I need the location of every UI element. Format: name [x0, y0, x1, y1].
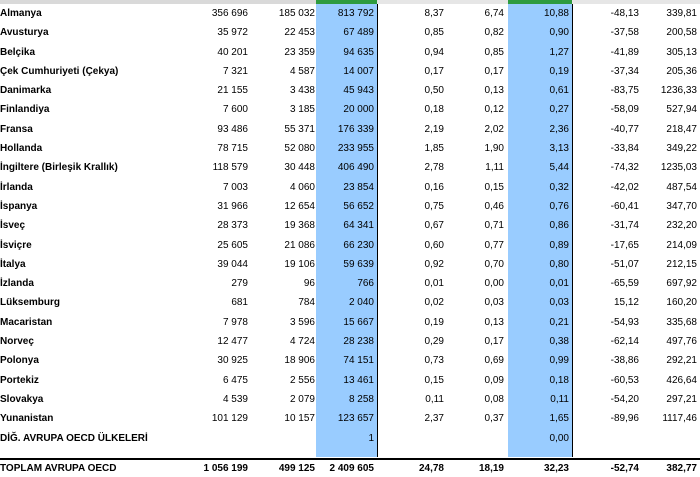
cell-value-8: 232,20 [666, 220, 697, 232]
cell-value-2: 3 185 [289, 104, 315, 116]
cell-value-1: 25 605 [217, 239, 248, 251]
cell-value-5: 1,11 [485, 162, 504, 174]
cell-value-1: 7 600 [222, 104, 248, 116]
cell-value-6: 0,90 [549, 27, 569, 39]
table-row [0, 62, 700, 81]
table-row [0, 43, 700, 62]
cell-value-8: 205,36 [666, 65, 697, 77]
table-row [0, 81, 700, 100]
cell-value-4: 0,18 [424, 104, 444, 116]
cell-value-4: 0,50 [424, 85, 444, 97]
cell-value-5: 0,77 [484, 239, 504, 251]
cell-value-7: -31,74 [610, 220, 639, 232]
country-name: Çek Cumhuriyeti (Çekya) [0, 65, 119, 77]
cell-value-3: 45 943 [343, 85, 374, 97]
cell-value-1: 93 486 [217, 123, 248, 135]
cell-value-6: 0,80 [549, 258, 569, 270]
cell-value-1: 7 321 [222, 65, 248, 77]
table-row [0, 429, 700, 448]
table-row [0, 216, 700, 235]
cell-value-6: 0,27 [549, 104, 569, 116]
cell-value-3: 56 652 [343, 200, 374, 212]
cell-value-4: 0,73 [424, 355, 444, 367]
cell-value-4: 0,02 [424, 297, 444, 309]
country-name: İsviçre [0, 239, 32, 251]
total-value-3: 2 409 605 [329, 463, 374, 474]
cell-value-8: 426,64 [666, 374, 697, 386]
cell-value-2: 185 032 [278, 8, 315, 19]
cell-value-8: 527,94 [666, 104, 697, 116]
cell-value-2: 4 587 [289, 65, 315, 77]
cell-value-3: 20 000 [343, 104, 374, 116]
cell-value-4: 0,60 [424, 239, 444, 251]
cell-value-1: 7 978 [222, 316, 248, 328]
cell-value-3: 28 238 [343, 336, 374, 348]
cell-value-8: 200,58 [666, 27, 697, 39]
cell-value-7: -48,13 [610, 8, 639, 19]
cell-value-6: 0,99 [549, 355, 569, 367]
country-name: Lüksemburg [0, 297, 61, 309]
cell-value-2: 55 371 [284, 123, 315, 135]
cell-value-4: 1,85 [424, 143, 444, 155]
cell-value-3: 66 230 [343, 239, 374, 251]
cell-value-6: 0,03 [549, 297, 569, 309]
cell-value-2: 784 [298, 297, 315, 309]
total-value-2: 499 125 [278, 463, 315, 474]
cell-value-7: -51,07 [610, 258, 639, 270]
cell-value-4: 0,11 [425, 393, 444, 405]
cell-value-4: 0,85 [424, 27, 444, 39]
cell-value-2: 4 724 [289, 336, 315, 348]
cell-value-4: 0,75 [424, 200, 444, 212]
cell-value-7: -42,02 [610, 181, 639, 193]
cell-value-6: 0,01 [549, 278, 569, 290]
cell-value-6: 0,00 [549, 432, 569, 444]
cell-value-5: 0,13 [484, 85, 504, 97]
cell-value-6: 5,44 [549, 162, 569, 174]
cell-value-6: 10,88 [543, 8, 569, 19]
cell-value-4: 0,94 [424, 46, 444, 58]
cell-value-3: 14 007 [343, 65, 374, 77]
cell-value-2: 96 [303, 278, 315, 290]
cell-value-8: 497,76 [666, 336, 697, 348]
cell-value-1: 31 966 [217, 200, 248, 212]
cell-value-8: 292,21 [666, 355, 697, 367]
cell-value-3: 64 341 [343, 220, 374, 232]
cell-value-6: 0,61 [549, 85, 569, 97]
cell-value-7: -65,59 [610, 278, 639, 290]
country-name: İngiltere (Birleşik Krallık) [0, 162, 118, 174]
cell-value-6: 0,76 [549, 200, 569, 212]
cell-value-8: 218,47 [666, 123, 697, 135]
cell-value-2: 23 359 [284, 46, 315, 58]
cell-value-5: 0,17 [484, 336, 504, 348]
cell-value-8: 160,20 [666, 297, 697, 309]
cell-value-8: 297,21 [666, 393, 697, 405]
cell-value-2: 18 906 [284, 355, 315, 367]
cell-value-6: 0,86 [549, 220, 569, 232]
cell-value-4: 2,78 [424, 162, 444, 174]
cell-value-1: 279 [231, 278, 248, 290]
cell-value-3: 2 040 [348, 297, 374, 309]
cell-value-3: 8 258 [348, 393, 374, 405]
cell-value-7: -17,65 [610, 239, 639, 251]
cell-value-2: 12 654 [284, 200, 315, 212]
cell-value-2: 21 086 [284, 239, 315, 251]
cell-value-2: 2 079 [289, 393, 315, 405]
cell-value-5: 0,70 [484, 258, 504, 270]
cell-value-6: 1,27 [549, 46, 569, 58]
cell-value-5: 0,82 [484, 27, 504, 39]
cell-value-8: 697,92 [666, 278, 697, 290]
cell-value-5: 0,13 [484, 316, 504, 328]
cell-value-8: 335,68 [666, 316, 697, 328]
cell-value-3: 59 639 [343, 258, 374, 270]
cell-value-2: 19 368 [284, 220, 315, 232]
country-name: Belçika [0, 46, 36, 58]
country-name: İrlanda [0, 181, 33, 193]
cell-value-3: 74 151 [343, 355, 374, 367]
cell-value-6: 3,13 [549, 143, 569, 155]
country-name: Danimarka [0, 85, 52, 97]
cell-value-5: 0,12 [484, 104, 504, 116]
cell-value-1: 30 925 [217, 355, 248, 367]
cell-value-7: -83,75 [610, 85, 639, 97]
cell-value-3: 15 667 [343, 316, 374, 328]
cell-value-6: 0,21 [549, 316, 569, 328]
country-name: Fransa [0, 123, 33, 135]
cell-value-2: 4 060 [289, 181, 315, 193]
table-row [0, 139, 700, 158]
cell-value-3: 406 490 [337, 162, 374, 174]
cell-value-3: 1 [368, 432, 374, 444]
cell-value-4: 2,19 [424, 123, 444, 135]
table-row [0, 293, 700, 312]
country-name: Yunanistan [0, 413, 54, 425]
total-value-6: 32,23 [543, 463, 569, 474]
cell-value-4: 0,19 [424, 316, 444, 328]
country-name: İsveç [0, 220, 26, 232]
country-name: Avusturya [0, 27, 49, 39]
cell-value-3: 13 461 [343, 374, 374, 386]
cell-value-2: 30 448 [284, 162, 315, 174]
cell-value-8: 214,09 [666, 239, 697, 251]
table-row [0, 120, 700, 139]
cell-value-5: 0,17 [484, 65, 504, 77]
cell-value-1: 101 129 [211, 413, 248, 425]
country-name: İtalya [0, 258, 26, 270]
total-row [0, 460, 700, 477]
total-value-8: 382,77 [666, 463, 697, 474]
cell-value-3: 94 635 [343, 46, 374, 58]
total-label: TOPLAM AVRUPA OECD [0, 463, 117, 474]
country-rows [0, 4, 700, 448]
cell-value-1: 118 579 [212, 162, 248, 174]
cell-value-7: -41,89 [610, 46, 639, 58]
cell-value-3: 233 955 [337, 143, 374, 155]
cell-value-6: 1,65 [549, 413, 569, 425]
cell-value-8: 212,15 [666, 258, 697, 270]
table-row [0, 255, 700, 274]
cell-value-7: -38,86 [610, 355, 639, 367]
table-row [0, 274, 700, 293]
cell-value-1: 12 477 [217, 336, 248, 348]
cell-value-4: 0,15 [424, 374, 444, 386]
cell-value-6: 0,11 [550, 393, 569, 405]
cell-value-7: -54,93 [610, 316, 639, 328]
cell-value-7: -58,09 [610, 104, 639, 116]
table-row [0, 100, 700, 119]
cell-value-7: -37,58 [610, 27, 639, 39]
cell-value-6: 0,38 [549, 336, 569, 348]
cell-value-8: 1236,33 [660, 85, 697, 97]
cell-value-7: -54,20 [610, 393, 639, 405]
cell-value-5: 0,08 [484, 393, 504, 405]
cell-value-8: 1235,03 [660, 162, 697, 174]
country-name: Almanya [0, 8, 42, 19]
table-row [0, 158, 700, 177]
cell-value-7: -60,41 [610, 200, 639, 212]
table-row [0, 23, 700, 42]
cell-value-3: 813 792 [337, 8, 374, 19]
cell-value-4: 0,92 [424, 258, 444, 270]
cell-value-6: 0,18 [549, 374, 569, 386]
total-value-1: 1 056 199 [203, 463, 248, 474]
table-row [0, 236, 700, 255]
cell-value-7: -37,34 [610, 65, 639, 77]
cell-value-7: -60,53 [610, 374, 639, 386]
table-row [0, 390, 700, 409]
cell-value-1: 78 715 [217, 143, 248, 155]
country-name: Hollanda [0, 143, 43, 155]
country-name: Macaristan [0, 316, 53, 328]
cell-value-7: -62,14 [610, 336, 639, 348]
cell-value-1: 356 696 [211, 8, 248, 19]
country-name: Slovakya [0, 393, 44, 405]
cell-value-2: 22 453 [284, 27, 315, 39]
cell-value-7: -89,96 [610, 413, 639, 425]
cell-value-5: 0,15 [484, 181, 504, 193]
cell-value-8: 339,81 [666, 8, 697, 19]
cell-value-2: 19 106 [284, 258, 315, 270]
country-name: Polonya [0, 355, 39, 367]
table-row [0, 371, 700, 390]
cell-value-5: 0,37 [484, 413, 504, 425]
cell-value-1: 6 475 [222, 374, 248, 386]
cell-value-1: 40 201 [217, 46, 248, 58]
cell-value-5: 0,00 [484, 278, 504, 290]
cell-value-4: 0,16 [424, 181, 444, 193]
cell-value-5: 0,46 [484, 200, 504, 212]
country-name: İzlanda [0, 278, 34, 290]
cell-value-8: 1117,46 [662, 413, 697, 425]
cell-value-3: 123 657 [337, 413, 374, 425]
table-row [0, 332, 700, 351]
total-value-5: 18,19 [478, 463, 504, 474]
cell-value-6: 2,36 [549, 123, 569, 135]
cell-value-3: 176 339 [337, 123, 374, 135]
cell-value-5: 0,03 [484, 297, 504, 309]
cell-value-4: 0,01 [424, 278, 444, 290]
table-row [0, 409, 700, 428]
cell-value-2: 3 438 [289, 85, 315, 97]
cell-value-5: 0,69 [484, 355, 504, 367]
cell-value-5: 0,85 [484, 46, 504, 58]
cell-value-3: 67 489 [343, 27, 374, 39]
cell-value-5: 6,74 [484, 8, 504, 19]
cell-value-8: 349,22 [666, 143, 697, 155]
cell-value-8: 305,13 [666, 46, 697, 58]
cell-value-4: 2,37 [424, 413, 444, 425]
cell-value-8: 487,54 [666, 181, 697, 193]
country-name: Portekiz [0, 374, 39, 386]
cell-value-1: 4 539 [222, 393, 248, 405]
cell-value-7: 15,12 [613, 297, 639, 309]
country-name: DİĞ. AVRUPA OECD ÜLKELERİ [0, 432, 148, 444]
country-name: Norveç [0, 336, 34, 348]
cell-value-1: 35 972 [217, 27, 248, 39]
total-value-7: -52,74 [610, 463, 639, 474]
cell-value-7: -74,32 [610, 162, 639, 174]
cell-value-6: 0,89 [549, 239, 569, 251]
cell-value-4: 0,29 [424, 336, 444, 348]
cell-value-1: 39 044 [217, 258, 248, 270]
total-value-4: 24,78 [418, 463, 444, 474]
table-row [0, 197, 700, 216]
cell-value-4: 0,17 [424, 65, 444, 77]
cell-value-6: 0,19 [549, 65, 569, 77]
cell-value-1: 28 373 [217, 220, 248, 232]
cell-value-5: 2,02 [484, 123, 504, 135]
cell-value-4: 0,67 [424, 220, 444, 232]
cell-value-3: 766 [357, 278, 374, 290]
table-row [0, 178, 700, 197]
cell-value-2: 52 080 [284, 143, 315, 155]
cell-value-4: 8,37 [424, 8, 444, 19]
table-row [0, 313, 700, 332]
cell-value-7: -40,77 [610, 123, 639, 135]
cell-value-2: 3 596 [289, 316, 315, 328]
cell-value-2: 2 556 [289, 374, 315, 386]
cell-value-6: 0,32 [549, 181, 569, 193]
cell-value-5: 0,71 [484, 220, 504, 232]
table-row [0, 351, 700, 370]
cell-value-1: 21 155 [217, 85, 248, 97]
cell-value-5: 0,09 [484, 374, 504, 386]
country-name: Finlandiya [0, 104, 50, 116]
cell-value-2: 10 157 [284, 413, 315, 425]
cell-value-7: -33,84 [610, 143, 639, 155]
country-name: İspanya [0, 200, 38, 212]
cell-value-3: 23 854 [343, 181, 374, 193]
cell-value-1: 7 003 [222, 181, 248, 193]
cell-value-1: 681 [231, 297, 248, 309]
table-row [0, 4, 700, 23]
cell-value-5: 1,90 [484, 143, 504, 155]
cell-value-8: 347,70 [666, 200, 697, 212]
